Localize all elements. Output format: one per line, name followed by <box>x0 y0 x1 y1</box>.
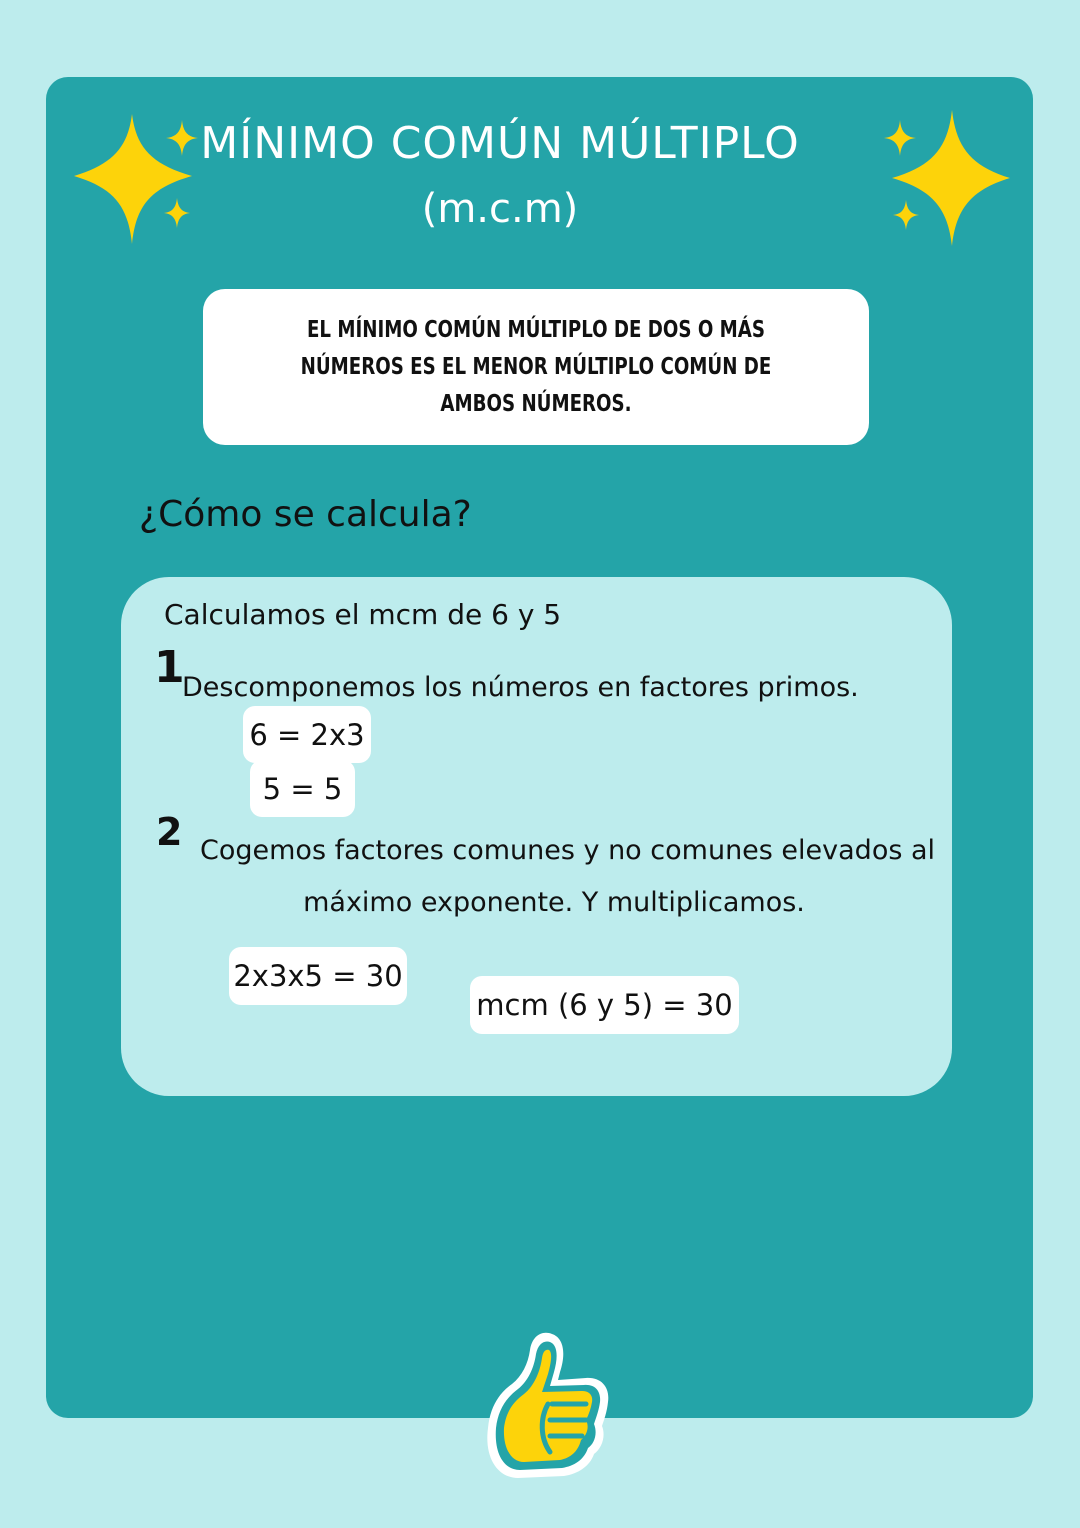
mcm-result: mcm (6 y 5) = 30 <box>470 976 739 1034</box>
definition-text: EL MÍNIMO COMÚN MÚLTIPLO DE DOS O MÁS NÚMEROS ES EL MENOR MÚLTIPLO COMÚN DE AMBOS NÚMEROS. <box>300 316 772 417</box>
section-question: ¿Cómo se calcula? <box>139 494 472 535</box>
factorization-6: 6 = 2x3 <box>243 706 371 763</box>
definition-box <box>203 289 869 445</box>
factorization-5: 5 = 5 <box>250 760 355 817</box>
step-number-2: 2 <box>156 810 183 854</box>
thumbs-up-icon <box>478 1328 614 1483</box>
page-title: MÍNIMO COMÚN MÚLTIPLO <box>200 118 800 169</box>
step-2-text-line-2: máximo exponente. Y multiplicamos. <box>303 887 805 918</box>
page-subtitle: (m.c.m) <box>421 186 579 232</box>
step-2-text-line-1: Cogemos factores comunes y no comunes elevados al <box>200 835 936 866</box>
step-1-text: Descomponemos los números en factores primos. <box>182 672 859 703</box>
example-title: Calculamos el mcm de 6 y 5 <box>164 598 562 631</box>
product-result: 2x3x5 = 30 <box>229 947 407 1005</box>
step-number-1: 1 <box>154 642 185 693</box>
